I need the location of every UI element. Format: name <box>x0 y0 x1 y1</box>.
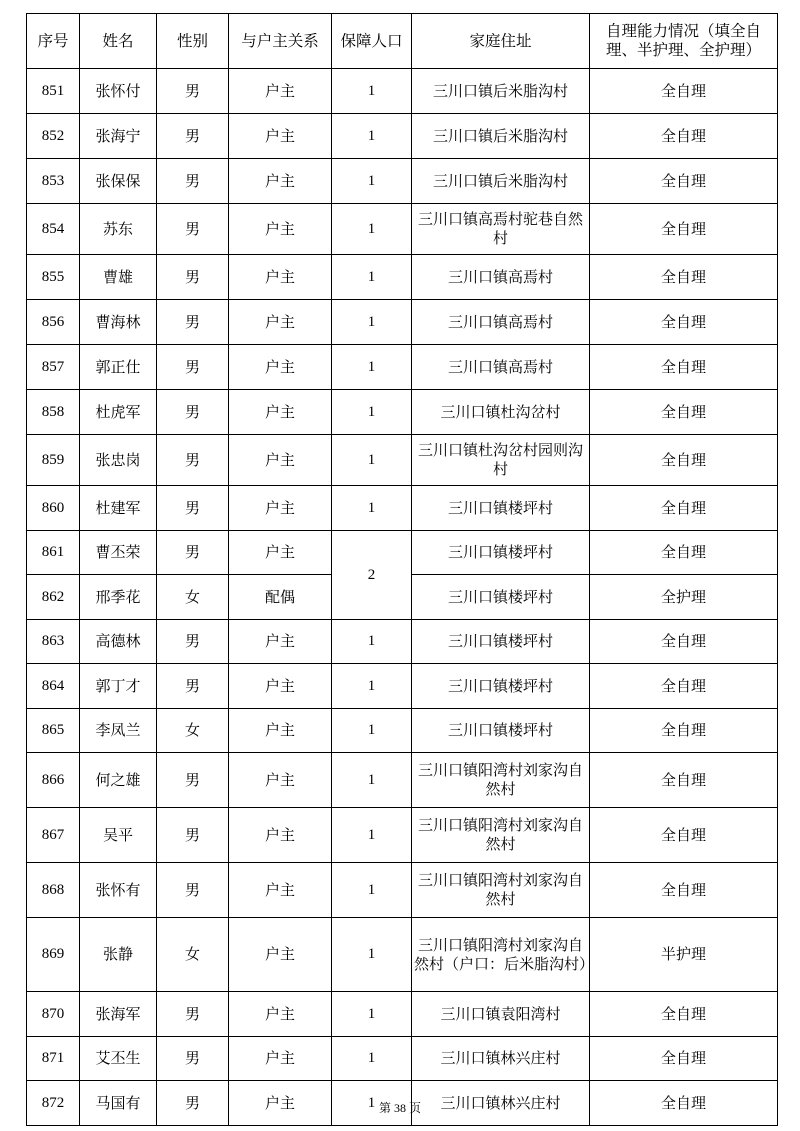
cell-ability: 半护理 <box>590 918 778 992</box>
cell-count: 1 <box>332 1081 412 1126</box>
header-name: 姓名 <box>80 14 157 69</box>
table-row <box>27 345 778 390</box>
cell-address: 三川口镇杜沟岔村 <box>412 390 590 435</box>
cell-gender: 男 <box>157 1081 229 1126</box>
cell-relation: 户主 <box>229 992 332 1037</box>
cell-address: 三川口镇杜沟岔村园则沟村 <box>412 435 590 486</box>
header-relation: 与户主关系 <box>229 14 332 69</box>
header-address: 家庭住址 <box>412 14 590 69</box>
cell-gender: 男 <box>157 390 229 435</box>
cell-no: 856 <box>27 300 80 345</box>
cell-no: 867 <box>27 808 80 863</box>
cell-no: 851 <box>27 69 80 114</box>
cell-no: 871 <box>27 1037 80 1081</box>
table-row <box>27 300 778 345</box>
cell-address: 三川口镇高焉村 <box>412 300 590 345</box>
cell-gender: 女 <box>157 575 229 620</box>
cell-relation: 户主 <box>229 620 332 664</box>
roster-table <box>26 13 778 1126</box>
cell-gender: 男 <box>157 114 229 159</box>
cell-count: 2 <box>332 531 412 620</box>
cell-gender: 男 <box>157 435 229 486</box>
cell-name: 邢季花 <box>80 575 157 620</box>
table-row <box>27 531 778 575</box>
cell-address: 三川口镇袁阳湾村 <box>412 992 590 1037</box>
header-gender: 性别 <box>157 14 229 69</box>
cell-gender: 女 <box>157 918 229 992</box>
cell-relation: 户主 <box>229 390 332 435</box>
cell-name: 张海宁 <box>80 114 157 159</box>
table-row <box>27 620 778 664</box>
cell-address: 三川口镇阳湾村刘家沟自然村 <box>412 808 590 863</box>
table-row <box>27 1037 778 1081</box>
table-row <box>27 863 778 918</box>
cell-name: 艾丕生 <box>80 1037 157 1081</box>
cell-address: 三川口镇楼坪村 <box>412 620 590 664</box>
cell-name: 郭丁才 <box>80 664 157 709</box>
cell-name: 何之雄 <box>80 753 157 808</box>
cell-ability: 全自理 <box>590 486 778 531</box>
cell-ability: 全自理 <box>590 620 778 664</box>
cell-relation: 户主 <box>229 204 332 255</box>
cell-address: 三川口镇楼坪村 <box>412 664 590 709</box>
cell-address: 三川口镇后米脂沟村 <box>412 114 590 159</box>
cell-name: 曹丕荣 <box>80 531 157 575</box>
table-row <box>27 390 778 435</box>
table-body <box>27 69 778 1126</box>
cell-name: 张怀付 <box>80 69 157 114</box>
cell-name: 曹雄 <box>80 255 157 300</box>
table-row <box>27 159 778 204</box>
cell-name: 吴平 <box>80 808 157 863</box>
cell-address: 三川口镇林兴庄村 <box>412 1081 590 1126</box>
cell-gender: 男 <box>157 863 229 918</box>
cell-ability: 全自理 <box>590 1037 778 1081</box>
cell-count: 1 <box>332 992 412 1037</box>
cell-count: 1 <box>332 390 412 435</box>
cell-count: 1 <box>332 159 412 204</box>
cell-count: 1 <box>332 863 412 918</box>
cell-relation: 户主 <box>229 69 332 114</box>
cell-ability: 全自理 <box>590 753 778 808</box>
cell-gender: 男 <box>157 69 229 114</box>
header-no: 序号 <box>27 14 80 69</box>
cell-count: 1 <box>332 486 412 531</box>
cell-count: 1 <box>332 69 412 114</box>
cell-gender: 男 <box>157 808 229 863</box>
cell-ability: 全自理 <box>590 808 778 863</box>
table-row <box>27 918 778 992</box>
cell-name: 郭正仕 <box>80 345 157 390</box>
cell-relation: 户主 <box>229 300 332 345</box>
cell-gender: 男 <box>157 159 229 204</box>
cell-relation: 户主 <box>229 863 332 918</box>
cell-count: 1 <box>332 345 412 390</box>
cell-ability: 全自理 <box>590 992 778 1037</box>
table-row <box>27 114 778 159</box>
cell-count: 1 <box>332 664 412 709</box>
cell-gender: 男 <box>157 345 229 390</box>
cell-count: 1 <box>332 918 412 992</box>
cell-ability: 全自理 <box>590 69 778 114</box>
cell-count: 1 <box>332 114 412 159</box>
header-ability: 自理能力情况（填全自理、半护理、全护理） <box>590 14 778 69</box>
cell-no: 852 <box>27 114 80 159</box>
cell-address: 三川口镇阳湾村刘家沟自然村（户口：后米脂沟村） <box>412 918 590 992</box>
cell-relation: 户主 <box>229 709 332 753</box>
cell-no: 854 <box>27 204 80 255</box>
cell-ability: 全自理 <box>590 204 778 255</box>
cell-relation: 户主 <box>229 1037 332 1081</box>
cell-ability: 全自理 <box>590 114 778 159</box>
cell-address: 三川口镇楼坪村 <box>412 575 590 620</box>
cell-relation: 户主 <box>229 808 332 863</box>
cell-no: 858 <box>27 390 80 435</box>
cell-address: 三川口镇楼坪村 <box>412 486 590 531</box>
cell-no: 855 <box>27 255 80 300</box>
cell-relation: 户主 <box>229 159 332 204</box>
cell-gender: 女 <box>157 709 229 753</box>
table-row <box>27 435 778 486</box>
cell-relation: 户主 <box>229 255 332 300</box>
cell-name: 张保保 <box>80 159 157 204</box>
header-count: 保障人口 <box>332 14 412 69</box>
cell-address: 三川口镇高焉村驼巷自然村 <box>412 204 590 255</box>
table-row <box>27 255 778 300</box>
cell-no: 860 <box>27 486 80 531</box>
cell-relation: 户主 <box>229 531 332 575</box>
cell-no: 857 <box>27 345 80 390</box>
cell-no: 859 <box>27 435 80 486</box>
table-row <box>27 992 778 1037</box>
cell-no: 864 <box>27 664 80 709</box>
cell-ability: 全自理 <box>590 531 778 575</box>
cell-no: 866 <box>27 753 80 808</box>
cell-gender: 男 <box>157 992 229 1037</box>
cell-name: 曹海林 <box>80 300 157 345</box>
table-row <box>27 753 778 808</box>
cell-gender: 男 <box>157 664 229 709</box>
cell-name: 杜建军 <box>80 486 157 531</box>
cell-count: 1 <box>332 709 412 753</box>
cell-gender: 男 <box>157 531 229 575</box>
cell-address: 三川口镇楼坪村 <box>412 531 590 575</box>
cell-address: 三川口镇后米脂沟村 <box>412 159 590 204</box>
cell-name: 高德林 <box>80 620 157 664</box>
cell-name: 马国有 <box>80 1081 157 1126</box>
cell-address: 三川口镇阳湾村刘家沟自然村 <box>412 863 590 918</box>
cell-ability: 全自理 <box>590 863 778 918</box>
cell-name: 张怀有 <box>80 863 157 918</box>
cell-count: 1 <box>332 435 412 486</box>
cell-count: 1 <box>332 204 412 255</box>
cell-relation: 户主 <box>229 918 332 992</box>
cell-gender: 男 <box>157 620 229 664</box>
cell-no: 865 <box>27 709 80 753</box>
cell-no: 862 <box>27 575 80 620</box>
cell-ability: 全自理 <box>590 345 778 390</box>
cell-relation: 配偶 <box>229 575 332 620</box>
cell-count: 1 <box>332 808 412 863</box>
cell-gender: 男 <box>157 300 229 345</box>
cell-ability: 全护理 <box>590 575 778 620</box>
cell-name: 苏东 <box>80 204 157 255</box>
cell-relation: 户主 <box>229 664 332 709</box>
cell-no: 861 <box>27 531 80 575</box>
cell-relation: 户主 <box>229 435 332 486</box>
table-row <box>27 486 778 531</box>
table-row <box>27 69 778 114</box>
cell-address: 三川口镇高焉村 <box>412 345 590 390</box>
table-row <box>27 709 778 753</box>
cell-no: 868 <box>27 863 80 918</box>
cell-no: 870 <box>27 992 80 1037</box>
cell-gender: 男 <box>157 486 229 531</box>
page-footer: 第 38 页 <box>378 1101 421 1115</box>
cell-gender: 男 <box>157 1037 229 1081</box>
cell-gender: 男 <box>157 204 229 255</box>
cell-name: 李凤兰 <box>80 709 157 753</box>
cell-address: 三川口镇后米脂沟村 <box>412 69 590 114</box>
cell-address: 三川口镇楼坪村 <box>412 709 590 753</box>
cell-count: 1 <box>332 255 412 300</box>
table-header <box>27 14 778 69</box>
cell-relation: 户主 <box>229 1081 332 1126</box>
cell-count: 1 <box>332 300 412 345</box>
cell-no: 869 <box>27 918 80 992</box>
cell-relation: 户主 <box>229 753 332 808</box>
cell-ability: 全自理 <box>590 255 778 300</box>
cell-name: 张静 <box>80 918 157 992</box>
cell-name: 杜虎军 <box>80 390 157 435</box>
cell-relation: 户主 <box>229 114 332 159</box>
cell-count: 1 <box>332 1037 412 1081</box>
cell-gender: 男 <box>157 255 229 300</box>
table-row <box>27 808 778 863</box>
cell-ability: 全自理 <box>590 390 778 435</box>
cell-relation: 户主 <box>229 345 332 390</box>
cell-name: 张忠岗 <box>80 435 157 486</box>
cell-address: 三川口镇高焉村 <box>412 255 590 300</box>
table-row <box>27 204 778 255</box>
cell-address: 三川口镇阳湾村刘家沟自然村 <box>412 753 590 808</box>
cell-ability: 全自理 <box>590 709 778 753</box>
cell-no: 872 <box>27 1081 80 1126</box>
cell-count: 1 <box>332 753 412 808</box>
cell-address: 三川口镇林兴庄村 <box>412 1037 590 1081</box>
cell-ability: 全自理 <box>590 300 778 345</box>
cell-no: 853 <box>27 159 80 204</box>
cell-no: 863 <box>27 620 80 664</box>
cell-name: 张海军 <box>80 992 157 1037</box>
table-row <box>27 664 778 709</box>
cell-gender: 男 <box>157 753 229 808</box>
cell-ability: 全自理 <box>590 159 778 204</box>
cell-relation: 户主 <box>229 486 332 531</box>
cell-ability: 全自理 <box>590 435 778 486</box>
cell-ability: 全自理 <box>590 1081 778 1126</box>
cell-count: 1 <box>332 620 412 664</box>
cell-ability: 全自理 <box>590 664 778 709</box>
